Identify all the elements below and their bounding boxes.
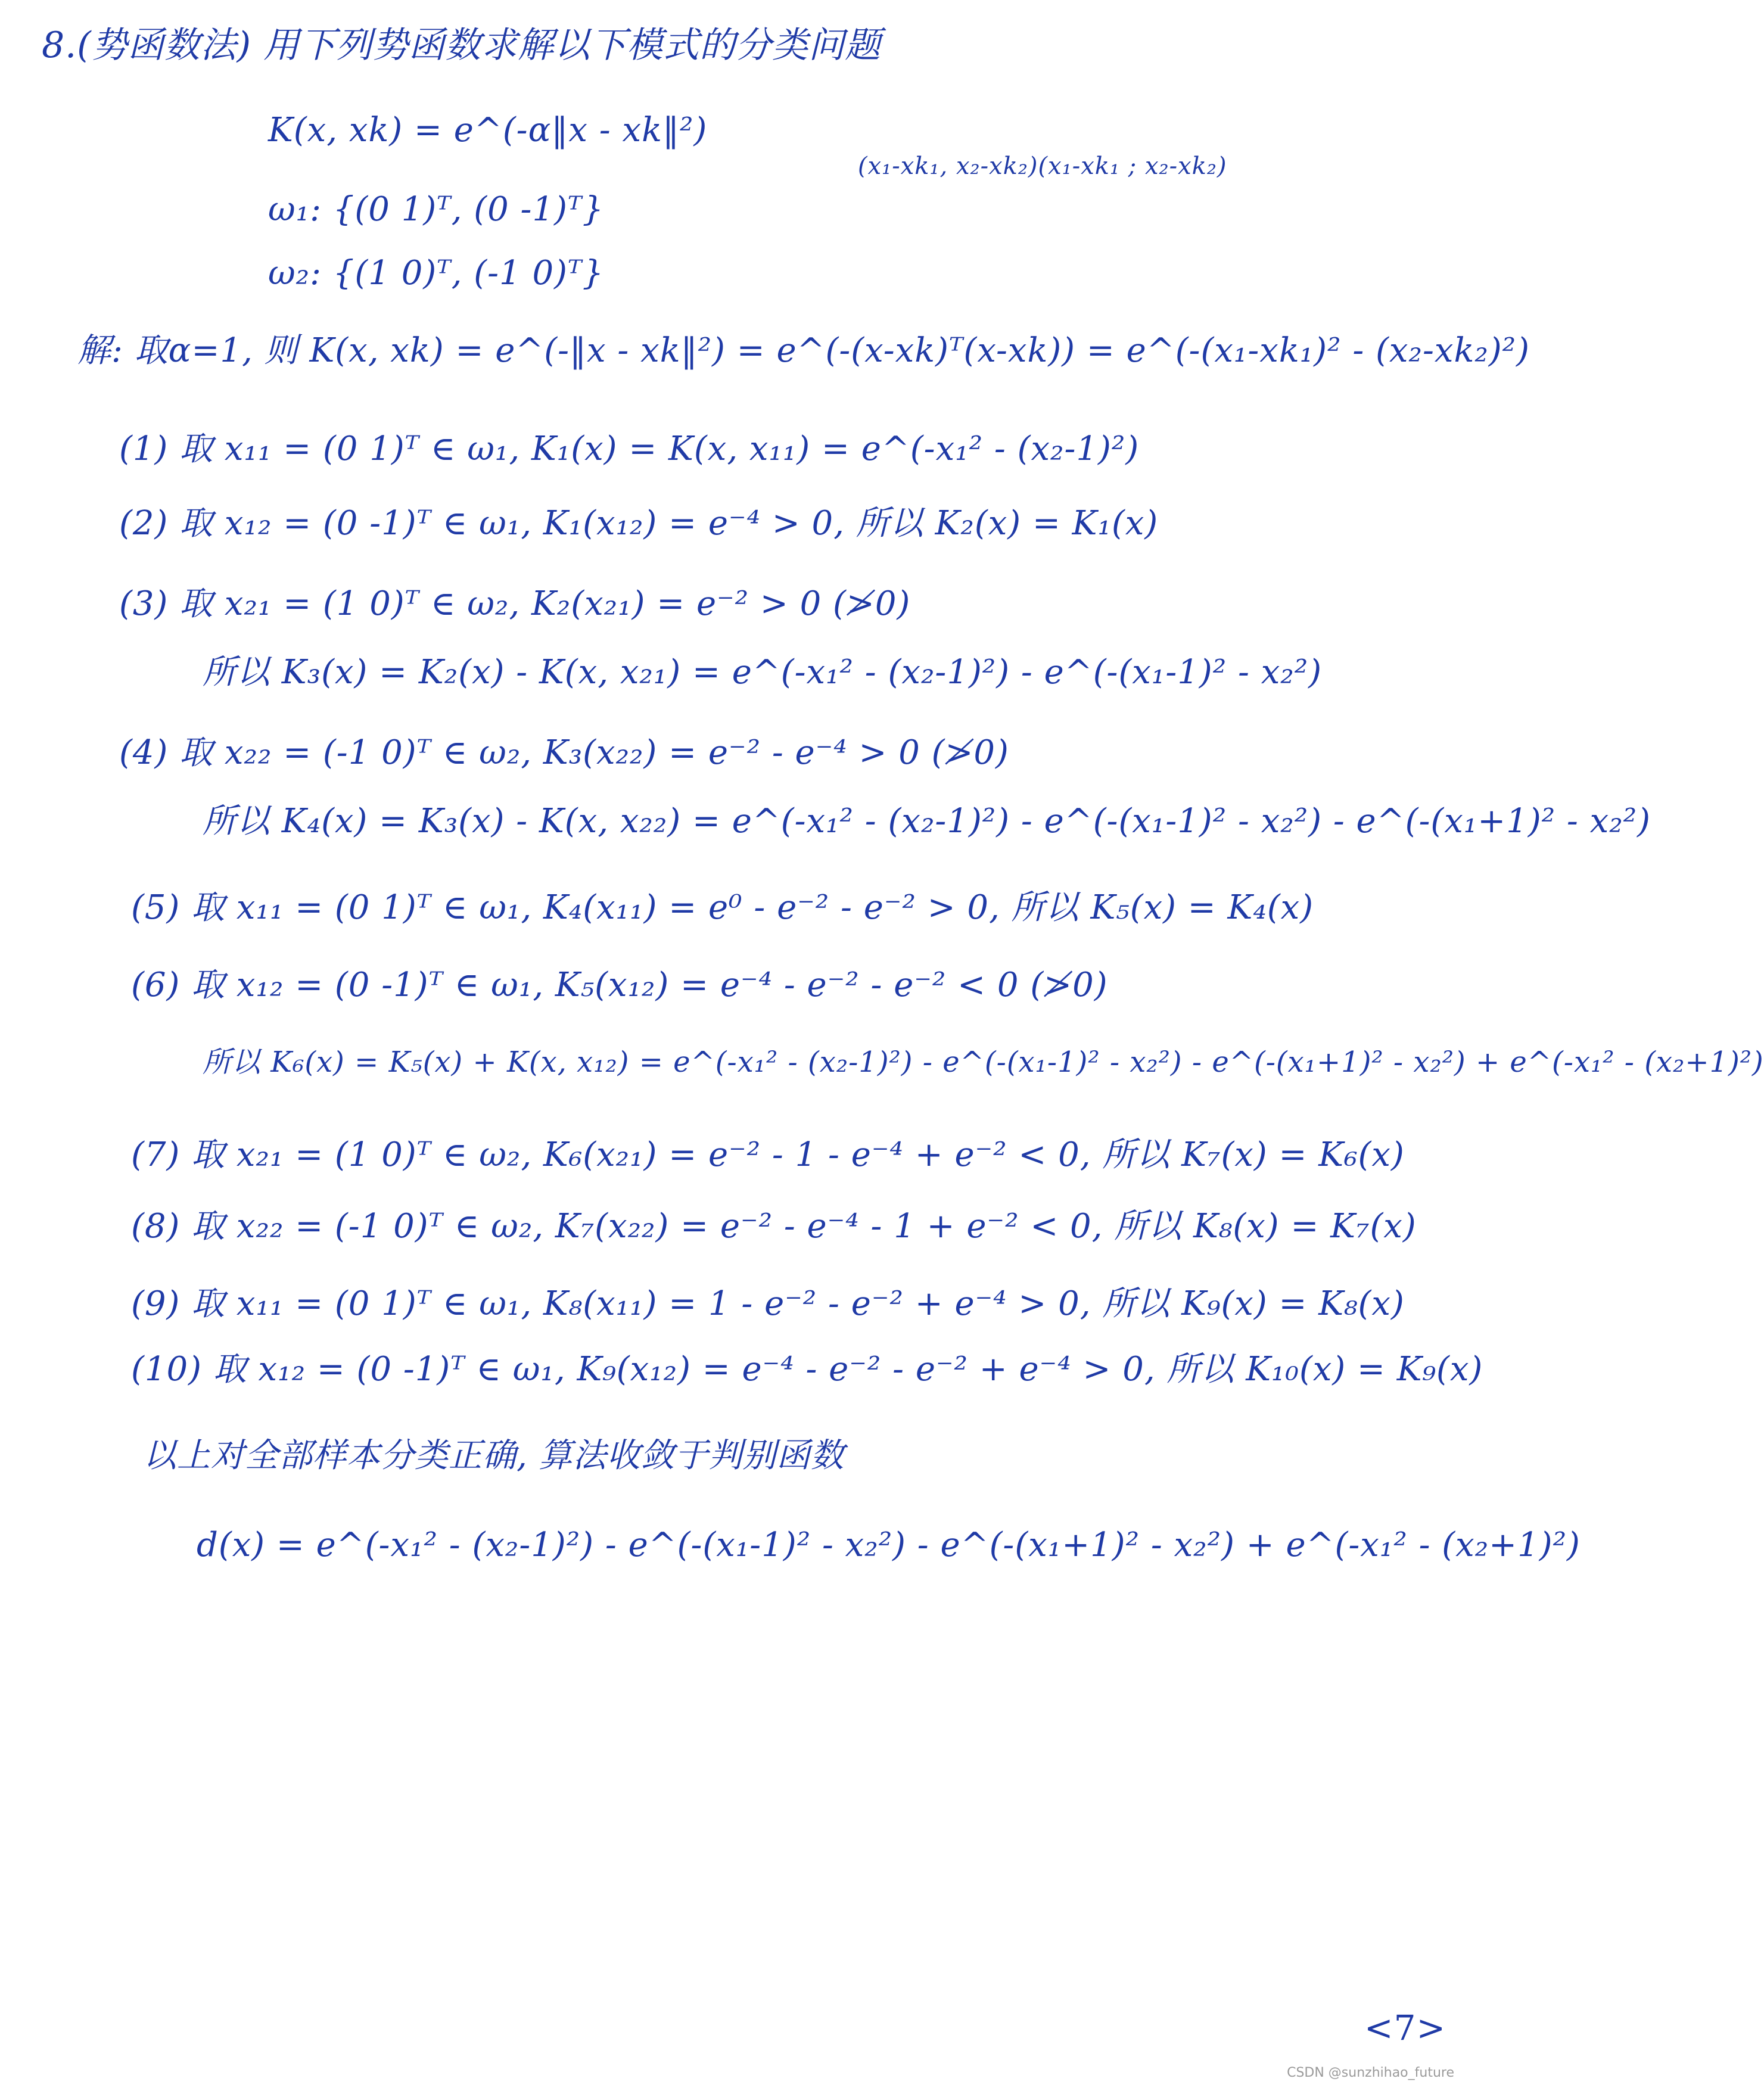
step-6-result: 所以 K₆(x) = K₅(x) + K(x, x₁₂) = e^(-x₁² - (x₂-1)²) - e^(-(x₁-1)² - x₂²) - e^(-(x₁+1)² - x₂²) + e^(-x₁² - (x₂+1)²) xyxy=(203,1046,1764,1079)
final-discriminant: d(x) = e^(-x₁² - (x₂-1)²) - e^(-(x₁-1)² - x₂²) - e^(-(x₁+1)² - x₂²) + e^(-x₁² - (x₂+1)²) xyxy=(197,1526,1581,1564)
step-2: (2) 取 x₁₂ = (0 -1)ᵀ ∈ ω₁, K₁(x₁₂) = e⁻⁴ > 0, 所以 K₂(x) = K₁(x) xyxy=(119,504,1159,543)
kernel-definition: K(x, xk) = e^(-α‖x - xk‖²) xyxy=(268,111,708,150)
step-8: (8) 取 x₂₂ = (-1 0)ᵀ ∈ ω₂, K₇(x₂₂) = e⁻² - e⁻⁴ - 1 + e⁻² < 0, 所以 K₈(x) = K₇(x) xyxy=(131,1207,1417,1246)
step-10: (10) 取 x₁₂ = (0 -1)ᵀ ∈ ω₁, K₉(x₁₂) = e⁻⁴ - e⁻² - e⁻² + e⁻⁴ > 0, 所以 K₁₀(x) = K₉(x) xyxy=(131,1350,1483,1389)
step-4: (4) 取 x₂₂ = (-1 0)ᵀ ∈ ω₂, K₃(x₂₂) = e⁻² - e⁻⁴ > 0 (≯0) xyxy=(119,733,1009,772)
step-6: (6) 取 x₁₂ = (0 -1)ᵀ ∈ ω₁, K₅(x₁₂) = e⁻⁴ - e⁻² - e⁻² < 0 (≯0) xyxy=(131,966,1108,1004)
step-9: (9) 取 x₁₁ = (0 1)ᵀ ∈ ω₁, K₈(x₁₁) = 1 - e⁻² - e⁻² + e⁻⁴ > 0, 所以 K₉(x) = K₈(x) xyxy=(131,1284,1405,1323)
class-w1-samples: ω₁: {(0 1)ᵀ, (0 -1)ᵀ} xyxy=(268,190,605,229)
page-number: <7> xyxy=(1364,2008,1446,2048)
side-note-vector-product: (x₁-xk₁, x₂-xk₂)(x₁-xk₁ ; x₂-xk₂) xyxy=(858,153,1227,180)
problem-title: 8.(势函数法) 用下列势函数求解以下模式的分类问题 xyxy=(42,24,882,66)
step-4-result: 所以 K₄(x) = K₃(x) - K(x, x₂₂) = e^(-x₁² - (x₂-1)²) - e^(-(x₁-1)² - x₂²) - e^(-(x₁+1)² - x₂²) xyxy=(203,802,1651,841)
class-w2-samples: ω₂: {(1 0)ᵀ, (-1 0)ᵀ} xyxy=(268,254,605,293)
step-1: (1) 取 x₁₁ = (0 1)ᵀ ∈ ω₁, K₁(x) = K(x, x₁₁) = e^(-x₁² - (x₂-1)²) xyxy=(119,430,1140,468)
step-3-result: 所以 K₃(x) = K₂(x) - K(x, x₂₁) = e^(-x₁² - (x₂-1)²) - e^(-(x₁-1)² - x₂²) xyxy=(203,653,1323,692)
conclusion-text: 以上对全部样本分类正确, 算法收敛于判别函数 xyxy=(143,1436,845,1475)
step-5: (5) 取 x₁₁ = (0 1)ᵀ ∈ ω₁, K₄(x₁₁) = e⁰ - e⁻² - e⁻² > 0, 所以 K₅(x) = K₄(x) xyxy=(131,888,1314,927)
solution-intro: 解: 取α=1, 则 K(x, xk) = e^(-‖x - xk‖²) = e^(-(x-xk)ᵀ(x-xk)) = e^(-(x₁-xk₁)² - (x₂-xk₂)²) xyxy=(77,331,1530,370)
step-7: (7) 取 x₂₁ = (1 0)ᵀ ∈ ω₂, K₆(x₂₁) = e⁻² - 1 - e⁻⁴ + e⁻² < 0, 所以 K₇(x) = K₆(x) xyxy=(131,1135,1405,1174)
step-3: (3) 取 x₂₁ = (1 0)ᵀ ∈ ω₂, K₂(x₂₁) = e⁻² > 0 (≯0) xyxy=(119,584,911,623)
watermark: CSDN @sunzhihao_future xyxy=(1287,2065,1454,2080)
